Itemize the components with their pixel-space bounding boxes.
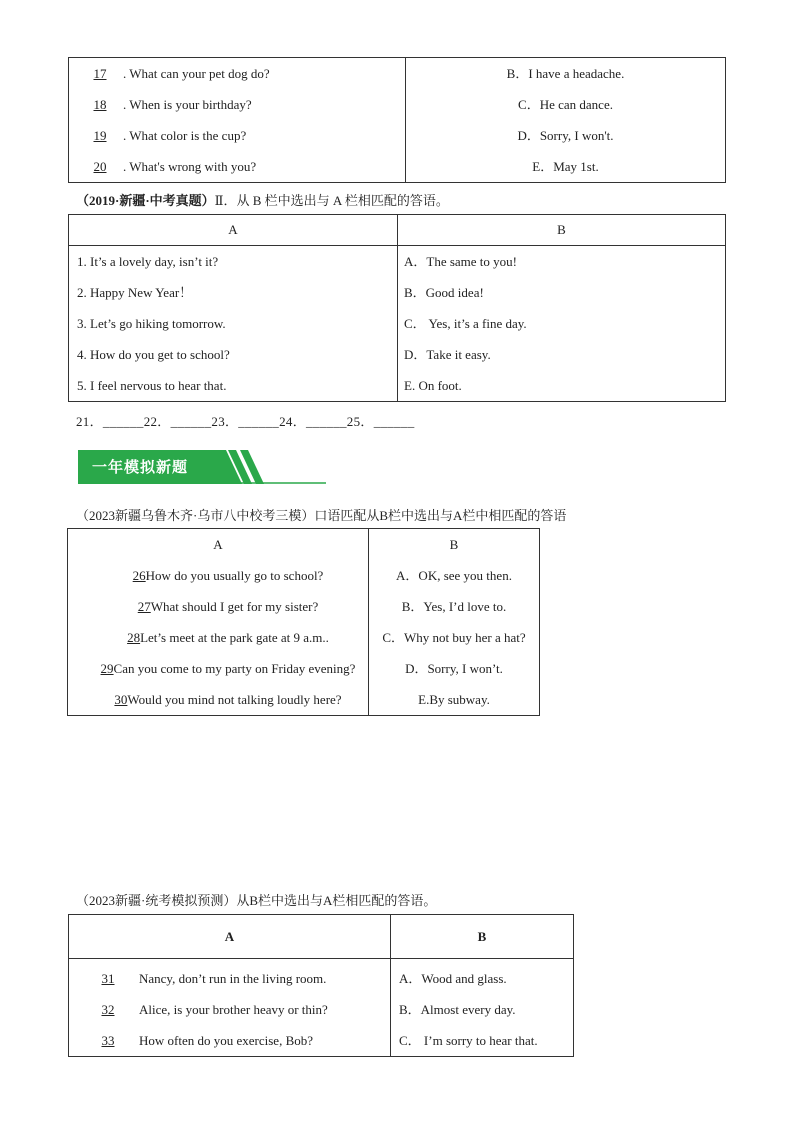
answer-blank[interactable]: 30: [114, 692, 128, 707]
answer-option: C．Why not buy her a hat?: [382, 630, 526, 645]
question-text: Let’s meet at the park gate at 9 a.m..: [140, 630, 329, 645]
question-text: Nancy, don’t run in the living room.: [139, 971, 327, 986]
question-row: [77, 963, 390, 994]
statement: 1. It’s a lovely day, isn’t it?: [77, 254, 219, 269]
column-a-header: A: [69, 215, 398, 246]
answer-blank[interactable]: 32: [101, 1002, 115, 1017]
answer-blank[interactable]: 27: [137, 599, 151, 614]
question-text: Would you mind not talking loudly here?: [127, 692, 342, 707]
question-text: . When is your birthday?: [123, 97, 252, 112]
column-a-header: A: [69, 915, 391, 959]
matching-table-1: [68, 57, 726, 183]
column-b-cell: [398, 246, 726, 402]
answer-option: D．Sorry, I won’t.: [405, 661, 503, 676]
question-row: [68, 684, 368, 715]
question-text: How do you usually go to school?: [145, 568, 324, 583]
answer-option: D．Sorry, I won't.: [517, 128, 614, 143]
answer-line[interactable]: 21．______22．______23．______24．______25．______: [76, 414, 415, 429]
question-row: [77, 994, 390, 1025]
answer-blank[interactable]: 18: [93, 97, 107, 112]
question-text: Alice, is your brother heavy or thin?: [139, 1002, 328, 1017]
answer-option: C． Yes, it’s a fine day.: [404, 316, 527, 331]
statement: 2. Happy New Year！: [77, 285, 193, 300]
question-row: [68, 560, 368, 591]
caption-source: （2019·新疆·中考真题）: [76, 193, 215, 208]
statement: 4. How do you get to school?: [77, 347, 230, 362]
column-b-header: B: [449, 537, 459, 552]
section-banner: [78, 450, 326, 484]
matching-table-4: [68, 914, 574, 1057]
answer-blank[interactable]: 33: [101, 1033, 115, 1048]
column-a-cell: [69, 959, 391, 1057]
question-row: [68, 622, 368, 653]
matching-table-3: [67, 528, 540, 716]
column-b-cell: [406, 58, 726, 183]
answer-option: E.By subway.: [418, 692, 490, 707]
column-b-cell: [391, 959, 574, 1057]
question-row: [77, 89, 405, 120]
question-row: [68, 653, 368, 684]
answer-option: B．Good idea!: [404, 285, 484, 300]
answer-blank[interactable]: 29: [100, 661, 114, 676]
answer-option: B．Yes, I’d love to.: [401, 599, 507, 614]
section-3-caption: （2023新疆乌鲁木齐·乌市八中校考三模）口语匹配从B栏中选出与A栏中相匹配的答语: [76, 508, 567, 523]
statement: 3. Let’s go hiking tomorrow.: [77, 316, 226, 331]
answer-option: D．Take it easy.: [404, 347, 491, 362]
answer-option: E. On foot.: [404, 378, 462, 393]
answer-option: A．OK, see you then.: [396, 568, 512, 583]
banner-title: 一年模拟新题: [92, 458, 189, 476]
question-text: . What can your pet dog do?: [123, 66, 270, 81]
section-4-caption: （2023新疆·统考模拟预测）从B栏中选出与A栏相匹配的答语。: [76, 893, 437, 908]
question-row: [77, 120, 405, 151]
column-b-header: B: [391, 915, 574, 959]
question-text: . What color is the cup?: [123, 128, 247, 143]
column-b-cell: [369, 529, 540, 716]
question-text: . What's wrong with you?: [123, 159, 257, 174]
answer-option: B．Almost every day.: [399, 1002, 516, 1017]
question-row: [77, 151, 405, 182]
question-text: What should I get for my sister?: [150, 599, 319, 614]
answer-blank[interactable]: 31: [101, 971, 115, 986]
answer-option: A．The same to you!: [404, 254, 518, 269]
column-b-header: B: [398, 215, 726, 246]
column-a-cell: [68, 529, 369, 716]
answer-blank[interactable]: 19: [93, 128, 107, 143]
answer-option: C． I’m sorry to hear that.: [399, 1033, 538, 1048]
question-text: How often do you exercise, Bob?: [139, 1033, 314, 1048]
answer-option: B．I have a headache.: [506, 66, 625, 81]
answer-blank[interactable]: 28: [127, 630, 141, 645]
caption-instruction: Ⅱ．从 B 栏中选出与 A 栏相匹配的答语。: [214, 193, 449, 208]
statement: 5. I feel nervous to hear that.: [77, 378, 227, 393]
column-a-cell: [69, 246, 398, 402]
question-row: [77, 58, 405, 89]
answer-blank[interactable]: 20: [93, 159, 107, 174]
answer-option: A．Wood and glass.: [399, 971, 507, 986]
column-a-header: A: [213, 537, 223, 552]
matching-table-2: [68, 214, 726, 402]
answer-blank[interactable]: 17: [93, 66, 107, 81]
answer-blank[interactable]: 26: [132, 568, 146, 583]
answer-option: C．He can dance.: [518, 97, 613, 112]
question-row: [77, 1025, 390, 1056]
answer-option: E．May 1st.: [532, 159, 599, 174]
column-a-cell: [69, 58, 406, 183]
question-row: [68, 591, 368, 622]
question-text: Can you come to my party on Friday evening?: [113, 661, 356, 676]
section-2-caption: [76, 190, 449, 209]
